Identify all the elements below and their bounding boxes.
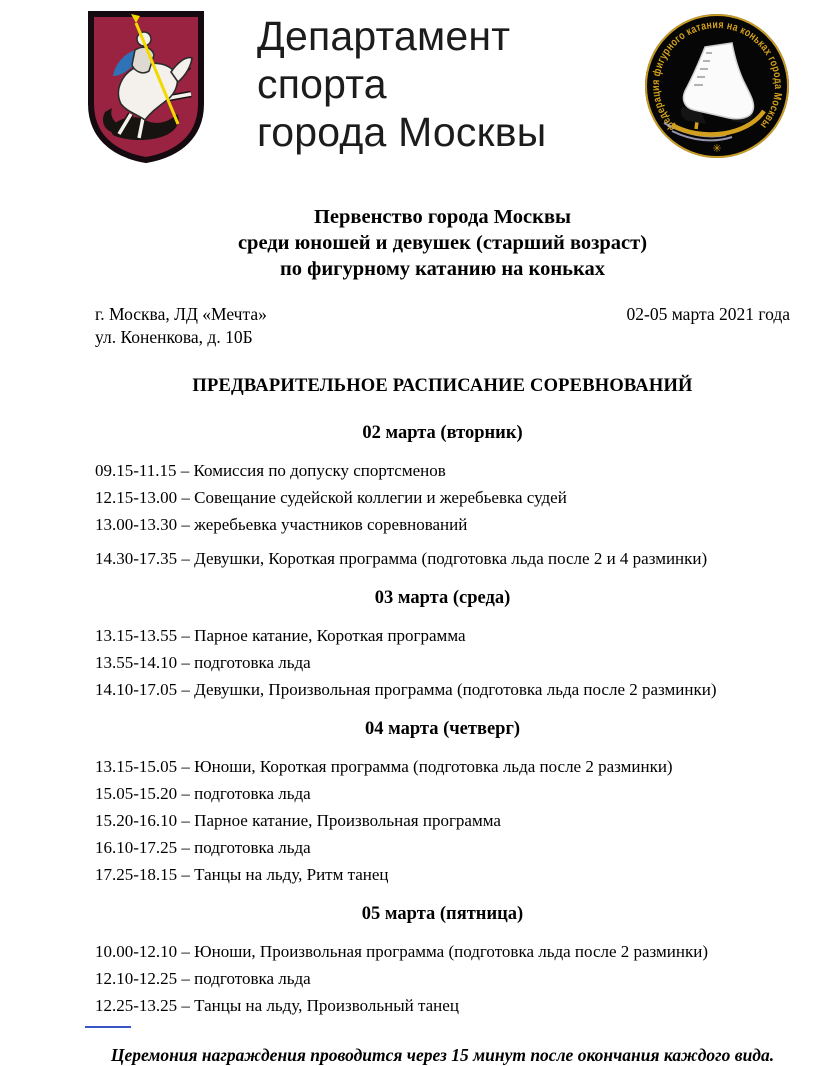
activity-label: Парное катание, Произвольная программа	[194, 811, 501, 830]
competition-title	[95, 204, 790, 282]
activity-label: Комиссия по допуску спортсменов	[193, 461, 446, 480]
separator-dash: –	[176, 461, 194, 480]
time-range: 14.10-17.05	[95, 680, 178, 699]
schedule-days	[95, 423, 790, 1019]
time-range: 13.55-14.10	[95, 653, 178, 672]
day-title: 03 марта (среда)	[374, 588, 511, 608]
moscow-coat-of-arms-logo	[85, 8, 207, 171]
day-section	[95, 588, 790, 703]
activity-label: Девушки, Произвольная программа (подготовка льда после 2 разминки)	[194, 680, 717, 699]
activity-label: подготовка льда	[194, 838, 311, 857]
activity-label: жеребьевка участников соревнований	[194, 515, 468, 534]
activity-label: Девушки, Короткая программа (подготовка льда после 2 и 4 разминки)	[194, 549, 708, 568]
org-name	[257, 8, 642, 156]
time-range: 14.30-17.35	[95, 549, 178, 568]
separator-dash: –	[177, 757, 195, 776]
title-line-1: Первенство города Москвы	[313, 206, 572, 228]
separator-dash: –	[177, 653, 195, 672]
schedule-row	[95, 780, 790, 807]
schedule-row	[95, 457, 790, 484]
separator-dash: –	[177, 784, 195, 803]
federation-ring-text: федерация фигурного катания на коньках города Москвы	[649, 18, 785, 134]
activity-label: Парное катание, Короткая программа	[194, 626, 466, 645]
schedule-row	[95, 861, 790, 888]
activity-label: Танцы на льду, Ритм танец	[194, 865, 389, 884]
time-range: 13.00-13.30	[95, 515, 178, 534]
separator-dash: –	[177, 865, 195, 884]
activity-label: подготовка льда	[194, 969, 311, 988]
time-range: 12.10-12.25	[95, 969, 178, 988]
venue-location	[95, 303, 267, 349]
cutoff-blue-line	[85, 1026, 131, 1028]
schedule-row	[95, 676, 790, 703]
schedule-row	[95, 938, 790, 965]
time-range: 15.20-16.10	[95, 811, 178, 830]
schedule-row	[95, 965, 790, 992]
schedule-row	[95, 511, 790, 538]
schedule-row	[95, 807, 790, 834]
document-body	[95, 204, 790, 1066]
separator-dash: –	[177, 680, 195, 699]
event-dates: 02-05 марта 2021 года	[626, 304, 790, 324]
separator-dash: –	[177, 811, 195, 830]
org-name-line-3: города Москвы	[257, 109, 547, 155]
separator-dash: –	[177, 626, 195, 645]
activity-label: Совещание судейской коллегии и жеребьевка судей	[194, 488, 567, 507]
day-title: 02 марта (вторник)	[362, 423, 523, 443]
separator-dash: –	[177, 838, 195, 857]
venue-address: ул. Коненкова, д. 10Б	[95, 327, 253, 347]
separator-dash: –	[177, 488, 195, 507]
schedule-heading: ПРЕДВАРИТЕЛЬНОЕ РАСПИСАНИЕ СОРЕВНОВАНИЙ	[192, 376, 693, 396]
time-range: 13.15-15.05	[95, 757, 178, 776]
separator-dash: –	[177, 996, 195, 1015]
day-section	[95, 719, 790, 888]
day-section	[95, 423, 790, 572]
time-range: 15.05-15.20	[95, 784, 178, 803]
time-range: 10.00-12.10	[95, 942, 178, 961]
time-range: 09.15-11.15	[95, 461, 177, 480]
schedule-row	[95, 622, 790, 649]
activity-label: подготовка льда	[194, 653, 311, 672]
separator-dash: –	[177, 969, 195, 988]
time-range: 17.25-18.15	[95, 865, 178, 884]
separator-dash: –	[177, 549, 195, 568]
skating-federation-logo	[642, 10, 792, 167]
document-header	[0, 0, 834, 166]
activity-label: Юноши, Произвольная программа (подготовка льда после 2 разминки)	[194, 942, 709, 961]
schedule-row	[95, 834, 790, 861]
separator-dash: –	[177, 515, 195, 534]
time-range: 13.15-13.55	[95, 626, 178, 645]
separator-dash: –	[177, 942, 195, 961]
federation-star: ✳	[712, 143, 722, 155]
schedule-row	[95, 992, 790, 1019]
title-line-2: среди юношей и девушек (старший возраст)	[237, 232, 648, 254]
schedule-row	[95, 545, 790, 572]
day-section	[95, 904, 790, 1019]
org-name-line-1: Департамент	[257, 13, 511, 59]
time-range: 16.10-17.25	[95, 838, 178, 857]
schedule-row	[95, 649, 790, 676]
org-name-line-2: спорта	[257, 61, 387, 107]
day-title: 05 марта (пятница)	[361, 904, 524, 924]
time-range: 12.15-13.00	[95, 488, 178, 507]
day-title: 04 марта (четверг)	[364, 719, 521, 739]
activity-label: Юноши, Короткая программа (подготовка льда после 2 разминки)	[194, 757, 673, 776]
moscow-coat-of-arms-icon	[85, 8, 207, 166]
skating-federation-logo-icon	[642, 10, 792, 162]
schedule-row	[95, 753, 790, 780]
activity-label: подготовка льда	[194, 784, 311, 803]
title-line-3: по фигурному катанию на коньках	[280, 258, 605, 280]
activity-label: Танцы на льду, Произвольный танец	[194, 996, 459, 1015]
venue-city-rink: г. Москва, ЛД «Мечта»	[95, 304, 267, 324]
time-range: 12.25-13.25	[95, 996, 178, 1015]
venue-info	[95, 303, 790, 349]
award-ceremony-note: Церемония награждения проводится через 15 минут после окончания каждого вида.	[110, 1045, 775, 1065]
schedule-row	[95, 484, 790, 511]
